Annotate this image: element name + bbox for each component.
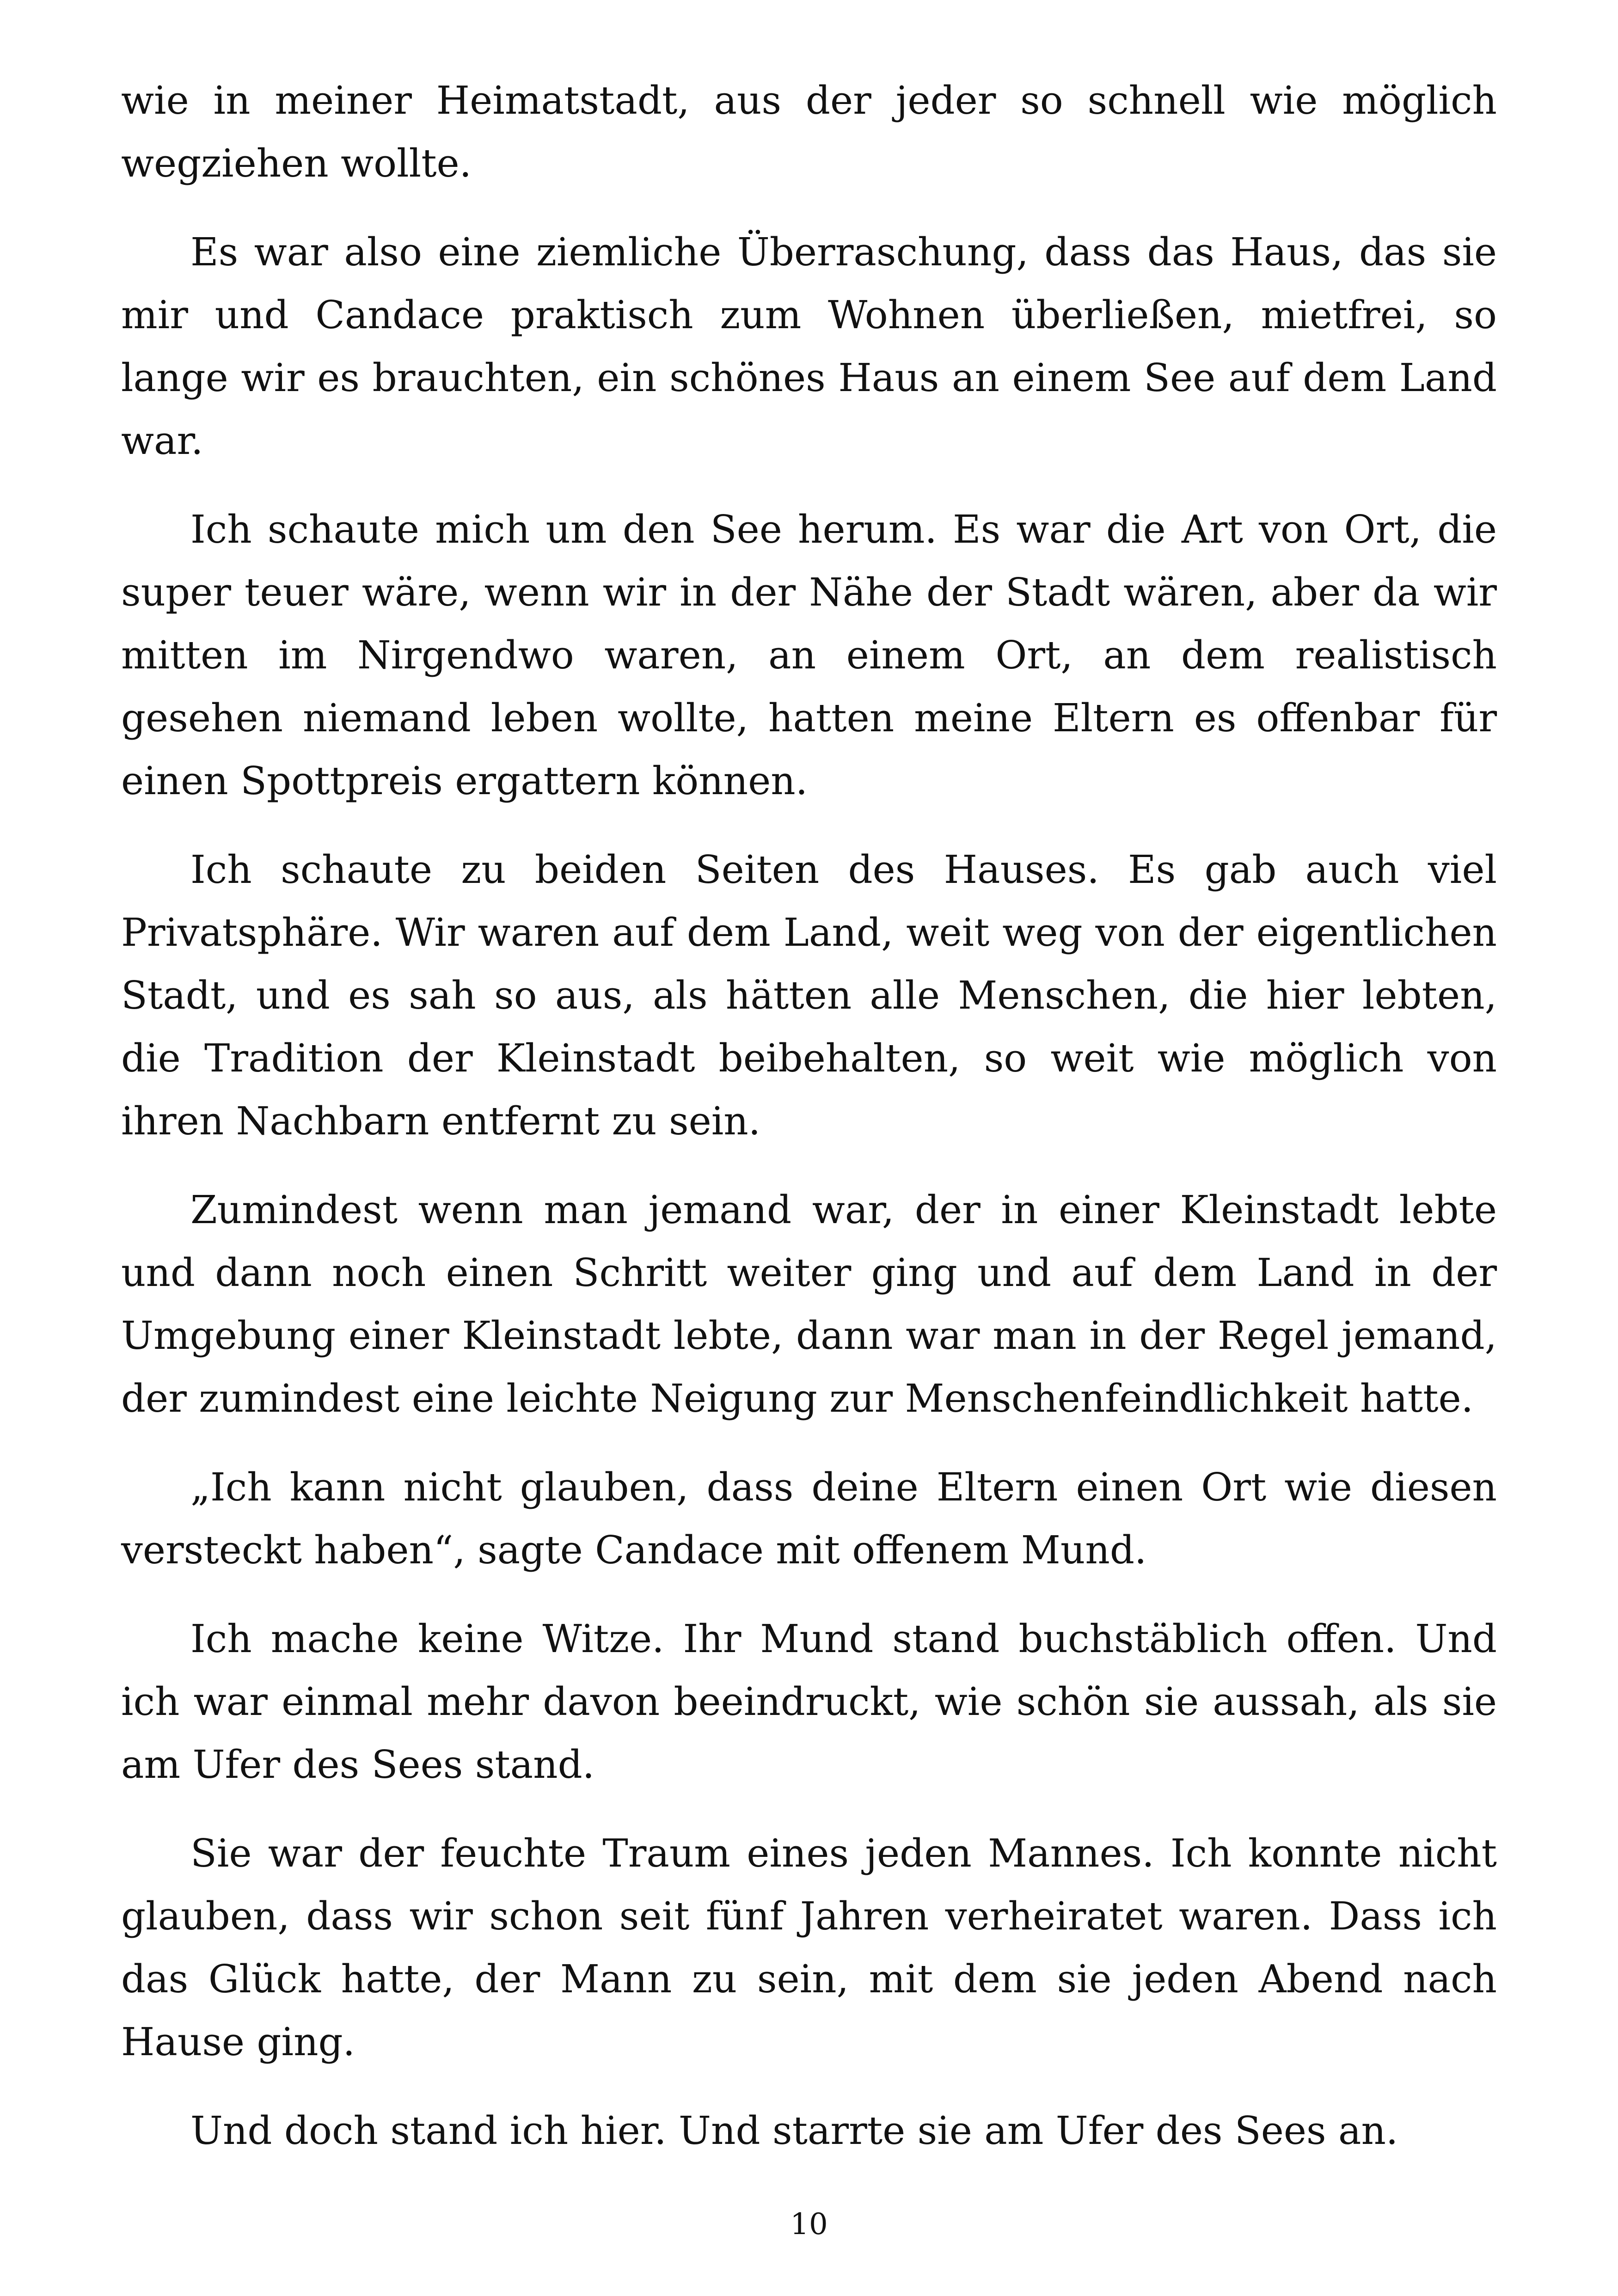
paragraph: Es war also eine ziemliche Überraschung, dass das Haus, das sie mir und Candace praktisch zum Wohnen überließen, mietfrei, so lange wir es brauchten, ein schönes Haus an einem See auf dem Land war. — [121, 230, 1497, 463]
page-number: 10 — [790, 2207, 828, 2241]
paragraph: wie in meiner Heimatstadt, aus der jeder so schnell wie möglich wegziehen wollte. — [121, 78, 1497, 186]
body-text — [121, 69, 1497, 2162]
paragraph: Ich schaute mich um den See herum. Es war die Art von Ort, die super teuer wäre, wenn wir in der Nähe der Stadt wären, aber da wir mitten im Nirgendwo waren, an einem Ort, an dem realistisch gesehen niemand leben wollte, hatten meine Eltern es offenbar für einen Spottpreis ergattern können. — [121, 507, 1497, 803]
paragraph: „Ich kann nicht glauben, dass deine Eltern einen Ort wie diesen versteckt haben“, sagte Candace mit offenem Mund. — [121, 1465, 1497, 1573]
paragraph: Ich mache keine Witze. Ihr Mund stand buchstäblich offen. Und ich war einmal mehr davon beeindruckt, wie schön sie aussah, als sie am Ufer des Sees stand. — [121, 1616, 1497, 1787]
paragraph: Und doch stand ich hier. Und starrte sie am Ufer des Sees an. — [190, 2108, 1398, 2153]
paragraph: Zumindest wenn man jemand war, der in einer Kleinstadt lebte und dann noch einen Schritt weiter ging und auf dem Land in der Umgebung einer Kleinstadt lebte, dann war man in der Regel jemand, der zumindest eine leichte Neigung zur Menschenfeindlichkeit hatte. — [121, 1188, 1497, 1421]
paragraph: Ich schaute zu beiden Seiten des Hauses. Es gab auch viel Privatsphäre. Wir waren auf dem Land, weit weg von der eigentlichen Stadt, und es sah so aus, als hätten alle Menschen, die hier lebten, die Tradition der Kleinstadt beibehalten, so weit wie möglich von ihren Nachbarn entfernt zu sein. — [121, 847, 1497, 1144]
paragraph: Sie war der feuchte Traum eines jeden Mannes. Ich konnte nicht glauben, dass wir schon seit fünf Jahren verheiratet waren. Dass ich das Glück hatte, der Mann zu sein, mit dem sie jeden Abend nach Hause ging. — [121, 1831, 1497, 2064]
